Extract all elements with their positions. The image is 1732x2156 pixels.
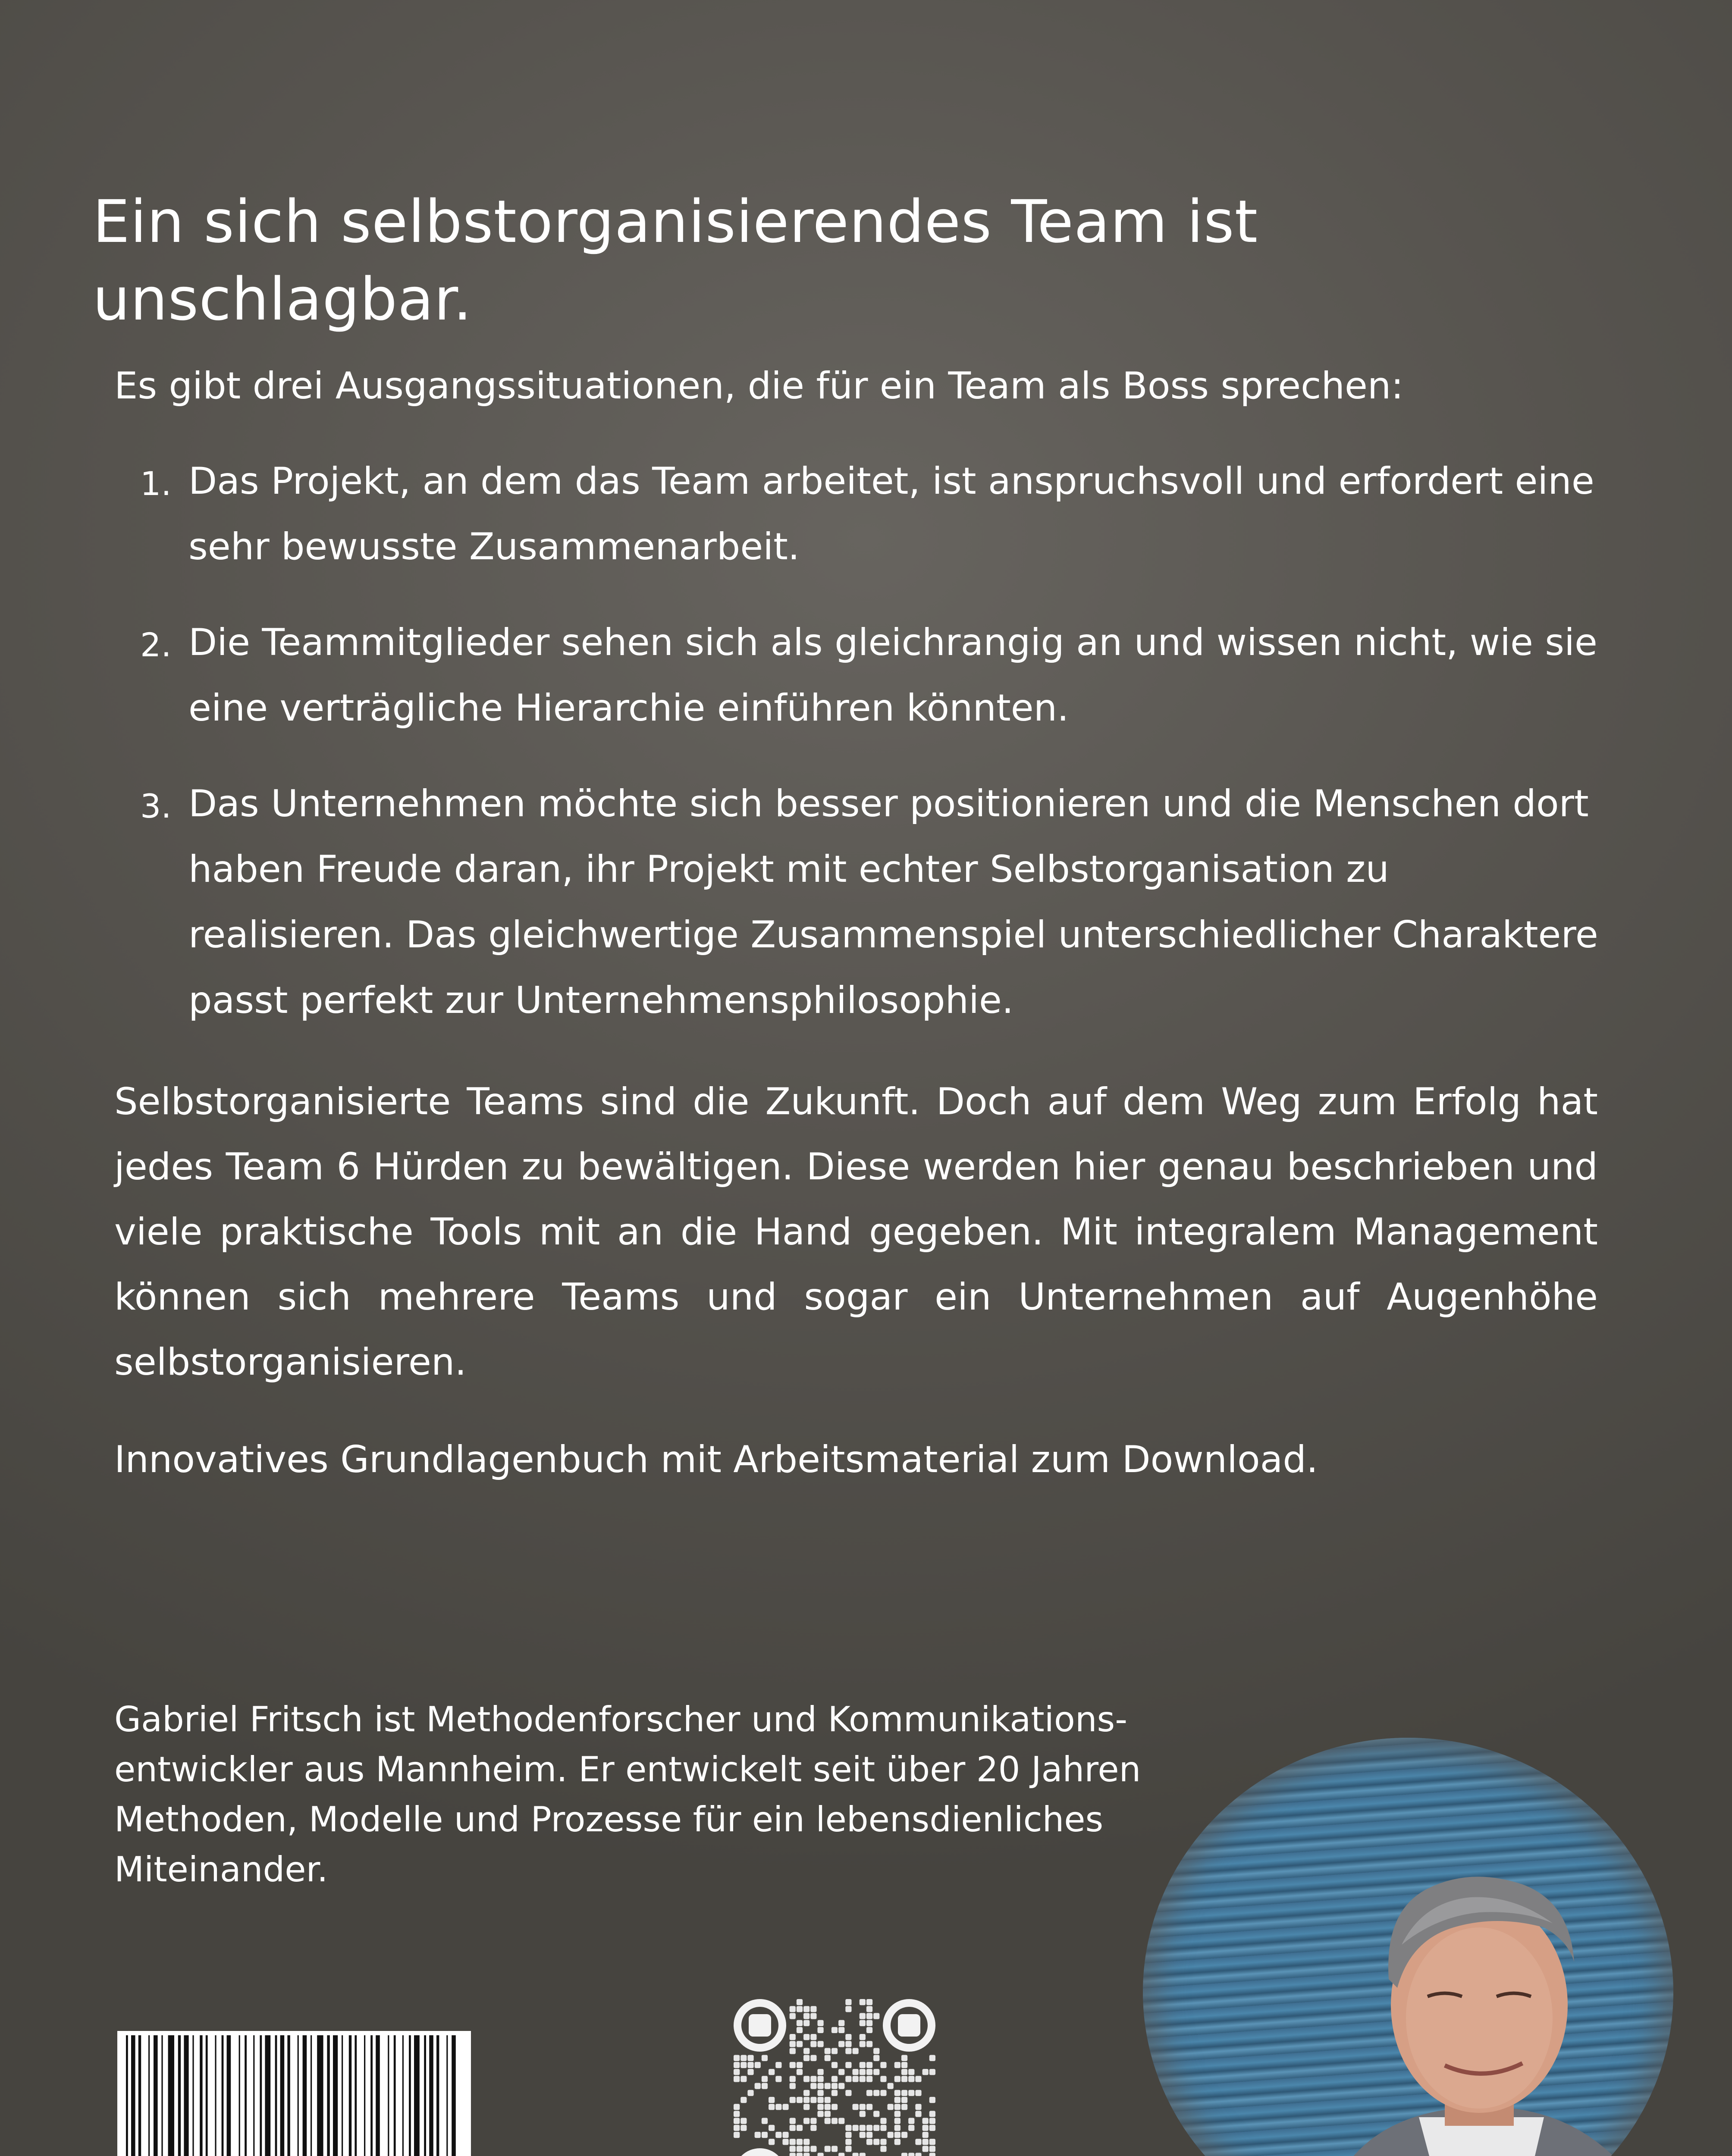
list-item-text: Die Teammitglieder sehen sich als gleichrangig an und wissen nicht, wie sie eine verträgliche Hierarchie einführen könnten. <box>188 621 1597 730</box>
tagline: Innovatives Grundlagenbuch mit Arbeitsmaterial zum Download. <box>114 1438 1318 1481</box>
barcode-bars <box>117 2031 471 2156</box>
intro-text: Es gibt drei Ausgangssituationen, die für ein Team als Boss sprechen: <box>114 364 1404 407</box>
list-item <box>114 448 1602 580</box>
barcode <box>117 2031 471 2156</box>
author-photo <box>1143 1738 1673 2156</box>
headline: Ein sich selbstorganisierendes Team ist unschlagbar. <box>93 188 1258 334</box>
list-number: 3. <box>140 787 172 825</box>
list-number: 2. <box>140 626 172 664</box>
qr-code[interactable] <box>733 1999 936 2156</box>
situations-list <box>114 448 1602 1063</box>
list-item <box>114 610 1602 741</box>
main-paragraph: Selbstorganisierte Teams sind die Zukunft. Doch auf dem Weg zum Erfolg hat jedes Team 6 Hürden zu bewältigen. Diese werden hier genau beschrieben und viele praktische Tools mit an die Hand gegeben. Mit integralem Management können sich mehrere Teams und sogar ein Unternehmen auf Augenhöhe selbstorganisieren. <box>114 1080 1598 1384</box>
author-bio: Gabriel Fritsch ist Methodenforscher und Kommunikations-entwickler aus Mannheim. Er entwickelt seit über 20 Jahren Methoden, Modelle und Prozesse für ein lebensdienliches Miteinander. <box>114 1699 1141 1890</box>
list-number: 1. <box>140 464 172 503</box>
list-item <box>114 771 1602 1033</box>
list-item-text: Das Unternehmen möchte sich besser positionieren und die Menschen dort haben Freude daran, ihr Projekt mit echter Selbstorganisation zu realisieren. Das gleichwertige Zusammenspiel unterschiedlicher Charaktere passt perfekt zur Unternehmensphilosophie. <box>188 782 1598 1022</box>
list-item-text: Das Projekt, an dem das Team arbeitet, ist anspruchsvoll und erfordert eine sehr bewusste Zusammenarbeit. <box>188 460 1594 568</box>
author-portrait-image <box>1143 1738 1673 2156</box>
